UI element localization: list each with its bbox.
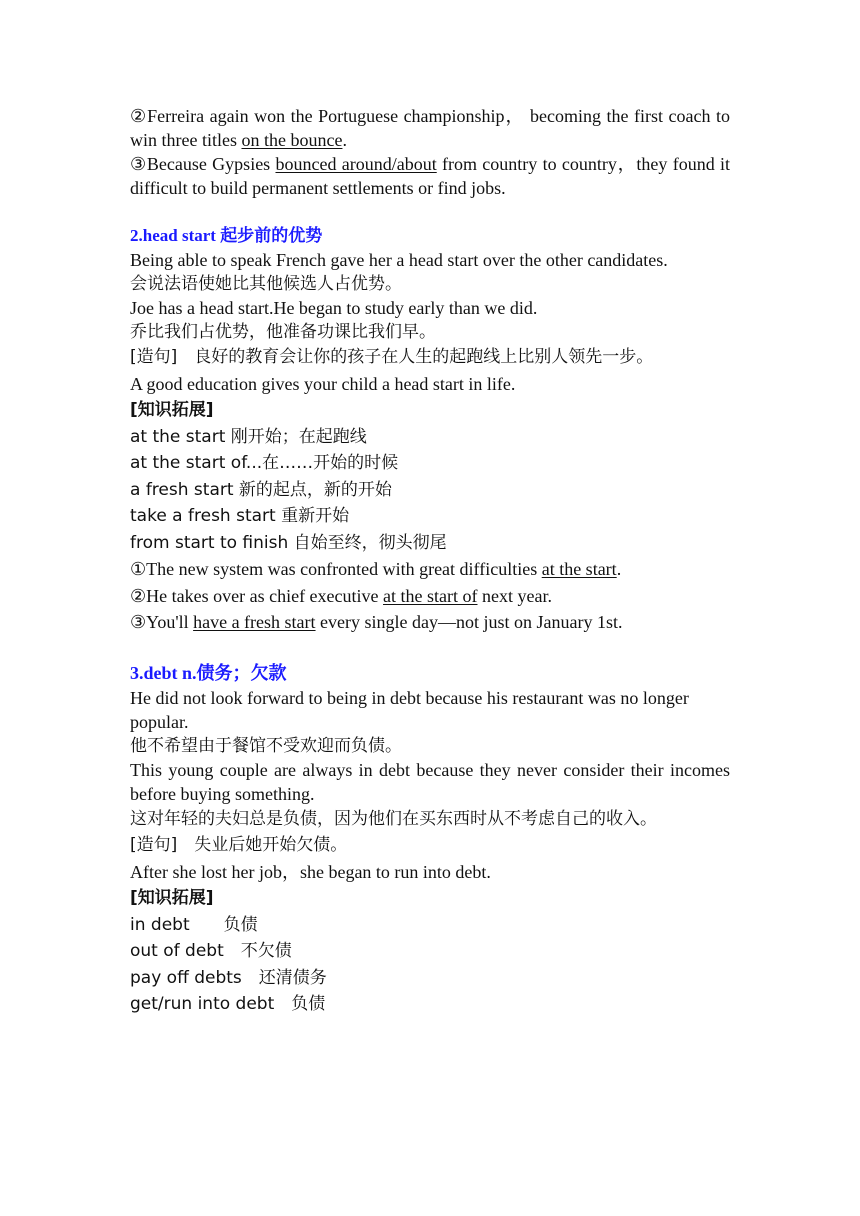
sentence-en: This young couple are always in debt because they never consider their incomes before buying something. <box>130 759 730 804</box>
underlined-phrase: bounced around/about <box>275 154 437 174</box>
sentence-cn: 乔比我们占优势，他准备功课比我们早。 <box>130 322 436 342</box>
section-heading-debt: 3.debt n.债务；欠款 <box>130 662 287 683</box>
example-text: ①The new system was confronted with great difficulties <box>130 559 542 579</box>
sentence-cn: 这对年轻的夫妇总是负债，因为他们在买东西时从不考虑自己的收入。 <box>130 808 657 829</box>
underlined-phrase: at the start of <box>383 585 478 606</box>
phrase-item: a fresh start 新的起点，新的开始 <box>130 479 392 500</box>
example-3 <box>130 152 730 200</box>
example-2 <box>130 104 730 152</box>
phrase-item: in debt 负债 <box>130 914 258 935</box>
document-page <box>130 104 730 1018</box>
example-text: from country to country，they found it difficult to build permanent settlements or find jobs. <box>130 154 731 198</box>
example-text: ②Ferreira again won the Portuguese championship， becoming the first coach to win three titles <box>130 106 730 150</box>
extension-label: [知识拓展] <box>130 888 214 908</box>
sentence-en: Joe has a head start.He began to study early than we did. <box>130 298 538 318</box>
make-sentence: [造句] 失业后她开始欠债。 <box>130 835 348 855</box>
example-text: ③You'll <box>130 612 194 632</box>
sentence-cn: 他不希望由于餐馆不受欢迎而负债。 <box>130 735 402 756</box>
sentence-cn: 会说法语使她比其他候选人占优势。 <box>130 274 402 294</box>
section-heading-head-start: 2.head start 起步前的优势 <box>130 226 323 245</box>
underlined-phrase: on the bounce <box>241 130 343 150</box>
phrase-item: pay off debts 还清债务 <box>130 967 327 988</box>
example-text: next year. <box>477 585 552 606</box>
example-3 <box>130 609 730 636</box>
example-text: every single day—not just on January 1st. <box>315 612 623 632</box>
extension-label: [知识拓展] <box>130 400 214 420</box>
phrase-item: at the start of...在……开始的时候 <box>130 453 399 473</box>
underlined-phrase: have a fresh start <box>193 612 316 632</box>
phrase-item: take a fresh start 重新开始 <box>130 506 350 526</box>
sentence-en: Being able to speak French gave her a head start over the other candidates. <box>130 250 668 270</box>
example-text: . <box>342 130 347 150</box>
phrase-item: at the start 刚开始；在起跑线 <box>130 426 367 447</box>
example-2 <box>130 583 730 610</box>
phrase-item: get/run into debt 负债 <box>130 994 326 1014</box>
sentence-en: He did not look forward to being in debt because his restaurant was no longer popular. <box>130 687 689 732</box>
make-sentence: [造句] 良好的教育会让你的孩子在人生的起跑线上比别人领先一步。 <box>130 347 654 367</box>
underlined-phrase: at the start <box>541 559 617 579</box>
make-sentence-en: After she lost her job，she began to run into debt. <box>130 861 491 882</box>
example-text: . <box>616 559 622 579</box>
phrase-item: out of debt 不欠债 <box>130 941 292 961</box>
example-text: ②He takes over as chief executive <box>130 585 384 606</box>
example-text: ③Because Gypsies <box>130 154 276 174</box>
example-1 <box>130 556 730 583</box>
phrase-item: from start to finish 自始至终，彻头彻尾 <box>130 532 447 553</box>
make-sentence-en: A good education gives your child a head start in life. <box>130 373 516 394</box>
